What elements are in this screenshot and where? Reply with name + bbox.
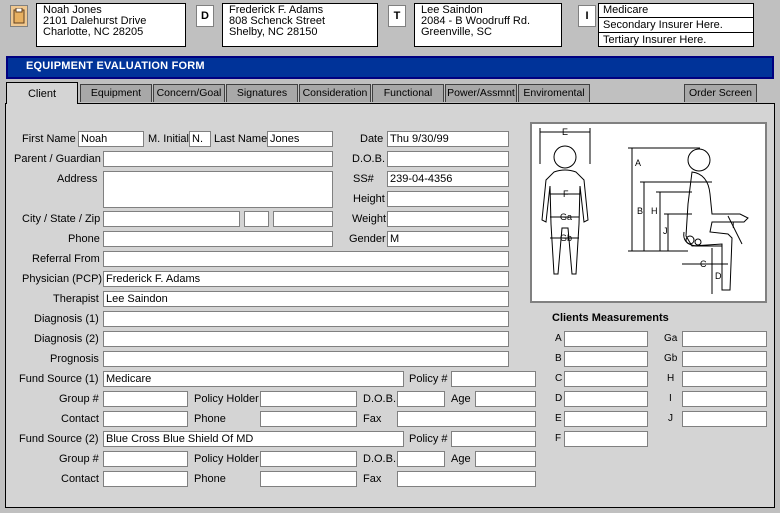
policy1-field[interactable] [451,371,536,387]
client-city: Charlotte, NC 28205 [43,26,144,38]
date-field[interactable]: Thu 9/30/99 [387,131,509,147]
measure-label-d: D [555,393,563,404]
age2-label: Age [451,453,471,465]
diag-label-ga: Ga [560,212,573,222]
policy-holder2-field[interactable] [260,451,357,467]
tab-order-screen[interactable]: Order Screen [684,84,757,102]
measure-h-field[interactable] [682,371,767,387]
phone-label: Phone [68,233,100,245]
contact2-field[interactable] [103,471,188,487]
diag-label-b: B [637,206,644,216]
diag-label-h: H [651,206,658,216]
measure-i-field[interactable] [682,391,767,407]
tertiary-insurer: Tertiary Insurer Here. [603,34,707,46]
fund-source2-label: Fund Source (2) [19,433,99,445]
fax2-field[interactable] [397,471,536,487]
doctor-icon[interactable]: D [196,5,214,27]
state-field[interactable] [244,211,269,227]
diag-label-f: F [563,189,569,199]
measure-label-i: I [669,393,672,404]
diag-label-c: C [700,259,707,269]
physician-label: Physician (PCP) [22,273,103,285]
fund-source1-label: Fund Source (1) [19,373,99,385]
group2-field[interactable] [103,451,188,467]
policy2-field[interactable] [451,431,536,447]
measure-label-c: C [555,373,563,384]
therapist-card [388,3,562,47]
doctor-card [196,3,378,47]
ss-label: SS# [353,173,374,185]
measure-gb-field[interactable] [682,351,767,367]
diagnosis2-field[interactable] [103,331,509,347]
measure-b-field[interactable] [564,351,648,367]
policy-holder2-label: Policy Holder [194,453,259,465]
client-card [10,3,186,47]
tab-client[interactable]: Client [6,82,78,104]
first-name-label: First Name [22,133,76,145]
contact2-label: Contact [61,473,99,485]
phone-field[interactable] [103,231,333,247]
age1-label: Age [451,393,471,405]
phone1-label: Phone [194,413,226,425]
diag-label-j: J [663,226,668,236]
m-initial-field[interactable]: N. [189,131,211,147]
client-street: 2101 Dalehurst Drive [43,15,147,27]
doctor-street: 808 Schenck Street [229,15,326,27]
dob1-label: D.O.B. [363,393,397,405]
diag-label-e: E [562,127,569,137]
dob1-field[interactable] [397,391,445,407]
group2-label: Group # [59,453,99,465]
policy-holder1-label: Policy Holder [194,393,259,405]
therapist-field[interactable]: Lee Saindon [103,291,509,307]
tab-equipment[interactable]: Equipment [80,84,152,102]
form-title: EQUIPMENT EVALUATION FORM [6,56,774,79]
city-field[interactable] [103,211,240,227]
measure-label-ga: Ga [664,333,678,344]
weight-label: Weight [352,213,387,225]
measure-ga-field[interactable] [682,331,767,347]
secondary-insurer: Secondary Insurer Here. [599,18,753,33]
measure-e-field[interactable] [564,411,648,427]
contact1-label: Contact [61,413,99,425]
diag-label-i: I [732,220,735,230]
prognosis-field[interactable] [103,351,509,367]
measure-label-h: H [667,373,675,384]
diag-label-a: A [635,158,642,168]
parent-field[interactable] [103,151,333,167]
diagnosis1-label: Diagnosis (1) [34,313,99,325]
dob2-label: D.O.B. [363,453,397,465]
gender-label: Gender [349,233,386,245]
dob-label: D.O.B. [352,153,386,165]
parent-label: Parent / Guardian [14,153,101,165]
referral-field[interactable] [103,251,509,267]
age1-field[interactable] [475,391,536,407]
phone1-field[interactable] [260,411,357,427]
tab-consideration[interactable]: Consideration [299,84,371,102]
date-label: Date [360,133,384,145]
measure-label-e: E [555,413,562,424]
fund-source1-field[interactable]: Medicare [103,371,404,387]
measure-d-field[interactable] [564,391,648,407]
policy2-label: Policy # [409,433,448,445]
diag-label-d: D [715,271,722,281]
first-name-field[interactable]: Noah [78,131,144,147]
measure-label-a: A [555,333,562,344]
clipboard-icon[interactable] [10,5,28,27]
measure-f-field[interactable] [564,431,648,447]
tab-signatures[interactable]: Signatures [226,84,298,102]
measurements-title: Clients Measurements [552,312,669,324]
contact1-field[interactable] [103,411,188,427]
measure-c-field[interactable] [564,371,648,387]
phone2-label: Phone [194,473,226,485]
group1-field[interactable] [103,391,188,407]
body-measurement-diagram [530,122,767,303]
tab-power-assmnt[interactable]: Power/Assmnt [445,84,517,102]
city-state-zip-label: City / State / Zip [22,213,101,225]
measure-label-j: J [668,413,673,424]
diagnosis1-field[interactable] [103,311,509,327]
last-name-label: Last Name [214,133,268,145]
insurance-icon[interactable]: I [578,5,596,27]
group1-label: Group # [59,393,99,405]
therapist-city: Greenville, SC [421,26,492,38]
dob2-field[interactable] [397,451,445,467]
prognosis-label: Prognosis [50,353,99,365]
diag-label-gb: Gb [560,233,573,243]
last-name-field[interactable]: Jones [267,131,333,147]
therapist-name: Lee Saindon [421,4,483,16]
fax1-label: Fax [363,413,382,425]
zip-field[interactable] [273,211,333,227]
fax2-label: Fax [363,473,382,485]
phone2-field[interactable] [260,471,357,487]
doctor-city: Shelby, NC 28150 [229,26,318,38]
referral-label: Referral From [32,253,100,265]
client-name: Noah Jones [43,4,102,16]
height-label: Height [353,193,385,205]
m-initial-label: M. Initial [148,133,189,145]
physician-field[interactable]: Frederick F. Adams [103,271,509,287]
therapist-icon[interactable]: T [388,5,406,27]
age2-field[interactable] [475,451,536,467]
policy-holder1-field[interactable] [260,391,357,407]
measure-label-b: B [555,353,562,364]
fund-source2-field[interactable]: Blue Cross Blue Shield Of MD [103,431,404,447]
measure-label-f: F [555,433,562,444]
ss-field[interactable]: 239-04-4356 [387,171,509,187]
primary-insurer: Medicare [599,4,753,18]
tab-enviromental[interactable]: Enviromental [518,84,590,102]
measure-j-field[interactable] [682,411,767,427]
diagnosis2-label: Diagnosis (2) [34,333,99,345]
gender-field[interactable]: M [387,231,509,247]
therapist-street: 2084 - B Woodruff Rd. [421,15,531,27]
address-field[interactable] [103,171,333,208]
dob-field[interactable] [387,151,509,167]
measure-a-field[interactable] [564,331,648,347]
tab-concern-goal[interactable]: Concern/Goal [153,84,225,102]
weight-field[interactable] [387,211,509,227]
policy1-label: Policy # [409,373,448,385]
therapist-label: Therapist [53,293,99,305]
height-field[interactable] [387,191,509,207]
doctor-name: Frederick F. Adams [229,4,324,16]
address-label: Address [57,173,98,185]
fax1-field[interactable] [397,411,536,427]
tab-functional[interactable]: Functional [372,84,444,102]
insurance-card [578,3,754,47]
measure-label-gb: Gb [664,353,678,364]
